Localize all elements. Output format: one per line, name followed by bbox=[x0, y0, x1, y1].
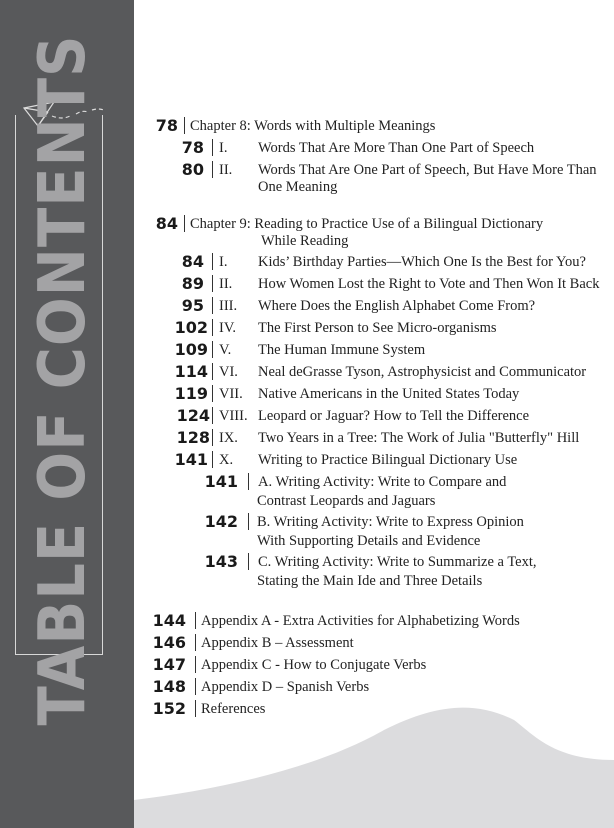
divider bbox=[248, 513, 249, 530]
divider bbox=[212, 451, 213, 468]
page-number: 148 bbox=[152, 677, 186, 696]
section-title: How Women Lost the Right to Vote and Then Won It Back bbox=[258, 276, 600, 292]
divider bbox=[212, 253, 213, 270]
section-title: Neal deGrasse Tyson, Astrophysicist and Communicator bbox=[258, 364, 587, 380]
page-number: 152 bbox=[152, 699, 186, 718]
section-title: The First Person to See Micro-organisms bbox=[258, 320, 497, 336]
subsection-title-continued: Stating the Main Ide and Three Details bbox=[257, 573, 483, 589]
page-number: 119 bbox=[174, 384, 208, 403]
chapter-title: Chapter 8: Words with Multiple Meanings bbox=[190, 118, 436, 134]
divider bbox=[184, 117, 185, 134]
page-number: 128 bbox=[176, 428, 210, 447]
page-number: 89 bbox=[181, 274, 204, 293]
page-number: 147 bbox=[152, 655, 186, 674]
subsection-title: C. Writing Activity: Write to Summarize a Text, bbox=[258, 554, 537, 570]
section-number: I. bbox=[219, 254, 228, 270]
section-title: Words That Are One Part of Speech, But Have More Than bbox=[258, 162, 597, 178]
page-number: 124 bbox=[176, 406, 210, 425]
section-title-continued: One Meaning bbox=[258, 179, 338, 195]
page-number: 143 bbox=[204, 552, 238, 571]
subsection-title-continued: Contrast Leopards and Jaguars bbox=[257, 493, 436, 509]
chapter-title-continued: While Reading bbox=[261, 233, 349, 249]
section-title: The Human Immune System bbox=[258, 342, 426, 358]
divider bbox=[212, 297, 213, 314]
appendix-title: Appendix D – Spanish Verbs bbox=[201, 679, 370, 695]
divider bbox=[212, 139, 213, 156]
divider bbox=[195, 656, 196, 673]
divider bbox=[212, 319, 213, 336]
divider bbox=[195, 678, 196, 695]
divider bbox=[212, 407, 213, 424]
section-number: V. bbox=[219, 342, 232, 358]
page-number: 84 bbox=[155, 214, 178, 233]
divider bbox=[184, 215, 185, 232]
section-number: IV. bbox=[219, 320, 237, 336]
page-number: 144 bbox=[152, 611, 186, 630]
divider bbox=[212, 161, 213, 178]
divider bbox=[248, 473, 249, 490]
section-number: III. bbox=[219, 298, 238, 314]
subsection-title-continued: With Supporting Details and Evidence bbox=[257, 533, 481, 549]
page-number: 142 bbox=[204, 512, 238, 531]
chapter-title: Chapter 9: Reading to Practice Use of a Bilingual Dictionary bbox=[190, 216, 544, 232]
page-number: 80 bbox=[181, 160, 204, 179]
page-number: 141 bbox=[174, 450, 208, 469]
section-title: Leopard or Jaguar? How to Tell the Difference bbox=[258, 408, 530, 424]
page-number: 102 bbox=[174, 318, 208, 337]
section-title: Kids’ Birthday Parties—Which One Is the Best for You? bbox=[258, 254, 586, 270]
section-number: VII. bbox=[219, 386, 243, 402]
page-number: 78 bbox=[155, 116, 178, 135]
page-number: 146 bbox=[152, 633, 186, 652]
divider bbox=[195, 700, 196, 717]
section-title: Where Does the English Alphabet Come From? bbox=[258, 298, 536, 314]
appendix-title: Appendix C - How to Conjugate Verbs bbox=[201, 657, 427, 673]
page-number: 78 bbox=[181, 138, 204, 157]
subsection-title: B. Writing Activity: Write to Express Opinion bbox=[257, 514, 524, 530]
divider bbox=[212, 385, 213, 402]
subsection-title: A. Writing Activity: Write to Compare and bbox=[258, 474, 507, 490]
page-number: 109 bbox=[174, 340, 208, 359]
divider bbox=[212, 275, 213, 292]
section-number: VIII. bbox=[219, 408, 248, 424]
section-title: Two Years in a Tree: The Work of Julia "Butterfly" Hill bbox=[258, 430, 580, 446]
divider bbox=[212, 429, 213, 446]
section-title: Writing to Practice Bilingual Dictionary Use bbox=[258, 452, 518, 468]
appendix-title: Appendix B – Assessment bbox=[201, 635, 354, 651]
section-number: II. bbox=[219, 162, 233, 178]
page-number: 84 bbox=[181, 252, 204, 271]
section-number: X. bbox=[219, 452, 234, 468]
section-number: I. bbox=[219, 140, 228, 156]
section-number: II. bbox=[219, 276, 233, 292]
page-number: 95 bbox=[181, 296, 204, 315]
divider bbox=[212, 341, 213, 358]
divider bbox=[248, 553, 249, 570]
section-title: Words That Are More Than One Part of Speech bbox=[258, 140, 535, 156]
section-number: VI. bbox=[219, 364, 238, 380]
page-number: 141 bbox=[204, 472, 238, 491]
page-number: 114 bbox=[174, 362, 208, 381]
divider bbox=[195, 634, 196, 651]
divider bbox=[212, 363, 213, 380]
section-title: Native Americans in the United States Today bbox=[258, 386, 520, 402]
section-number: IX. bbox=[219, 430, 238, 446]
appendix-title: Appendix A - Extra Activities for Alphabetizing Words bbox=[201, 613, 520, 629]
table-of-contents-title: TABLE OF CONTENTS bbox=[26, 34, 100, 726]
appendix-title: References bbox=[201, 701, 266, 717]
sidebar bbox=[0, 0, 134, 828]
divider bbox=[195, 612, 196, 629]
